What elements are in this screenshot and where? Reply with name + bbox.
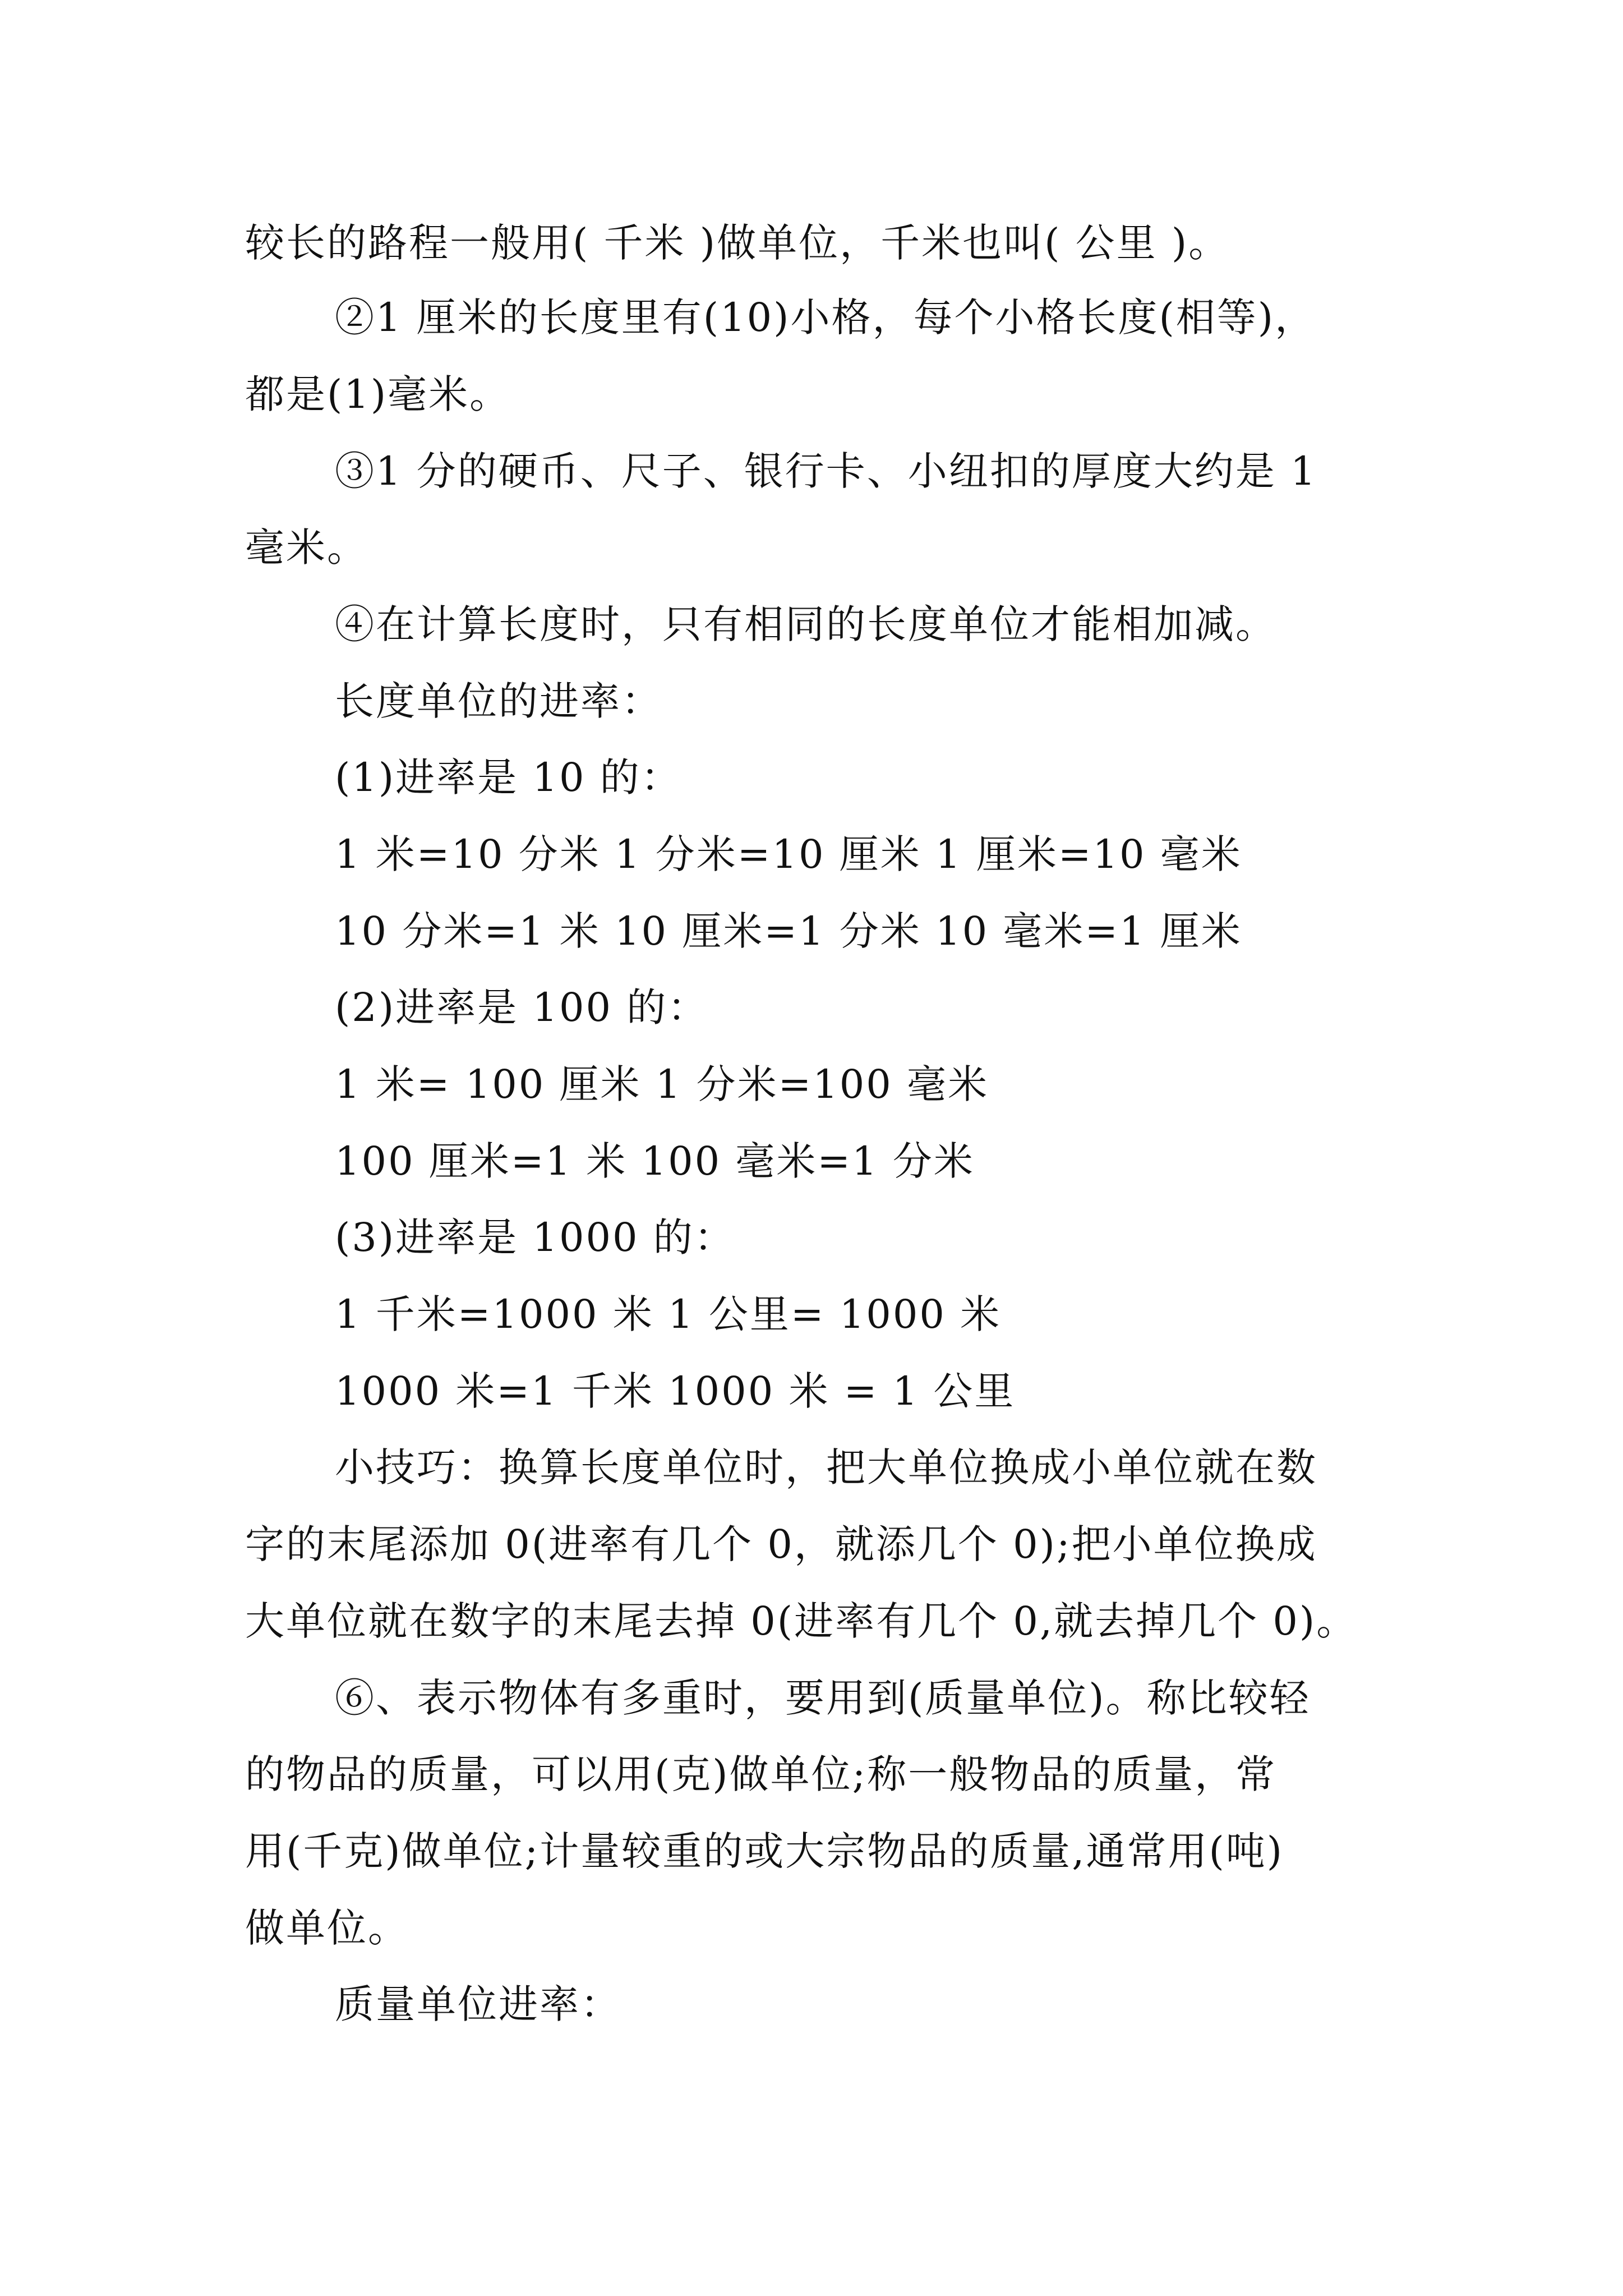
text-line-tip-2: 字的末尾添加 0(进率有几个 0，就添几个 0);把小单位换成 bbox=[245, 1521, 1317, 1567]
text-line-add-subtract-rule: ④在计算长度时，只有相同的长度单位才能相加减。 bbox=[335, 601, 1276, 647]
text-line-coin-thickness: ③1 分的硬币、尺子、银行卡、小纽扣的厚度大约是 1 bbox=[335, 448, 1317, 494]
text-line-long-distance-unit: 较长的路程一般用( 千米 )做单位，千米也叫( 公里 )。 bbox=[245, 220, 1230, 266]
text-line-rate-10-row-2: 10 分米=1 米 10 厘米=1 分米 10 毫米=1 厘米 bbox=[335, 908, 1242, 954]
text-line-rate-100-heading: (2)进率是 100 的： bbox=[335, 984, 709, 1030]
text-line-tip-1: 小技巧：换算长度单位时，把大单位换成小单位就在数 bbox=[335, 1444, 1317, 1490]
text-line-rate-100-row-2: 100 厘米=1 米 100 毫米=1 分米 bbox=[335, 1138, 975, 1184]
text-line-mass-unit-2: 的物品的质量，可以用(克)做单位;称一般物品的质量，常 bbox=[245, 1751, 1277, 1797]
text-line-rate-10-heading: (1)进率是 10 的： bbox=[335, 754, 682, 800]
text-line-mass-unit-4: 做单位。 bbox=[245, 1905, 409, 1951]
text-line-length-rates-heading: 长度单位的进率： bbox=[335, 678, 662, 724]
text-line-millimeter-end: 毫米。 bbox=[245, 524, 368, 570]
text-line-mass-unit-3: 用(千克)做单位;计量较重的或大宗物品的质量,通常用(吨) bbox=[245, 1828, 1284, 1874]
text-line-rate-1000-heading: (3)进率是 1000 的： bbox=[335, 1214, 735, 1260]
text-line-rate-1000-row-2: 1000 米=1 千米 1000 米 = 1 公里 bbox=[335, 1368, 1016, 1414]
text-line-mass-rates-heading: 质量单位进率： bbox=[335, 1981, 621, 2027]
text-line-mass-unit-1: ⑥、表示物体有多重时，要用到(质量单位)。称比较轻 bbox=[335, 1675, 1311, 1721]
text-line-tip-3: 大单位就在数字的末尾去掉 0(进率有几个 0,就去掉几个 0)。 bbox=[245, 1598, 1358, 1644]
text-line-rate-100-row-1: 1 米= 100 厘米 1 分米=100 毫米 bbox=[335, 1061, 989, 1107]
text-line-rate-1000-row-1: 1 千米=1000 米 1 公里= 1000 米 bbox=[335, 1291, 1002, 1337]
text-line-rate-10-row-1: 1 米=10 分米 1 分米=10 厘米 1 厘米=10 毫米 bbox=[335, 831, 1242, 877]
text-line-centimeter-divisions: ②1 厘米的长度里有(10)小格，每个小格长度(相等)， bbox=[335, 295, 1316, 341]
text-line-millimeter: 都是(1)毫米。 bbox=[245, 371, 511, 417]
